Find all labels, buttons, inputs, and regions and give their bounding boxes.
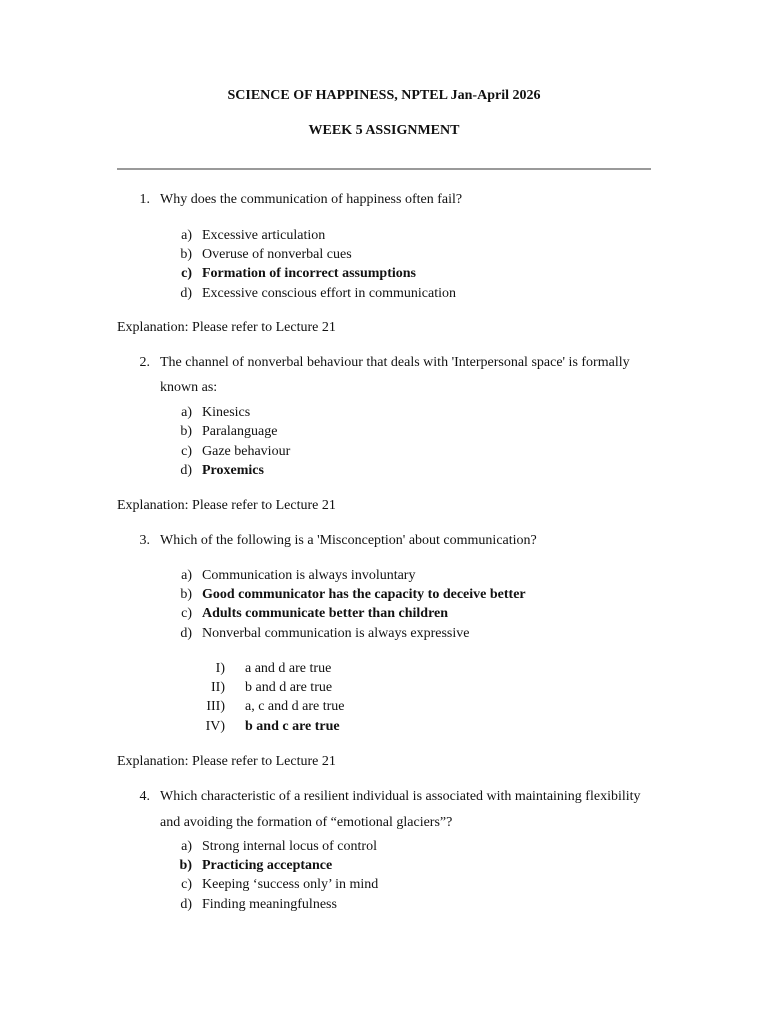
option-label: a) xyxy=(181,568,192,583)
header-divider xyxy=(117,168,651,170)
roman-option-text: b and d are true xyxy=(245,680,333,695)
option-label: a) xyxy=(181,405,192,420)
option-text-correct: Formation of incorrect assumptions xyxy=(202,266,416,281)
option-label-correct: b) xyxy=(179,858,192,873)
question-text: Which of the following is a 'Misconception' about communication? xyxy=(160,533,537,548)
option-label: c) xyxy=(181,877,192,892)
option-label: a) xyxy=(181,228,192,243)
option-text-correct: Good communicator has the capacity to deceive better xyxy=(202,587,526,602)
option-text: Excessive conscious effort in communication xyxy=(202,286,457,301)
question-text-line-2: known as: xyxy=(160,380,218,395)
option-text: Communication is always involuntary xyxy=(202,568,416,583)
option-label: b) xyxy=(180,247,192,262)
option-label: b) xyxy=(180,424,192,439)
option-label: c) xyxy=(181,606,192,621)
document-title: SCIENCE OF HAPPINESS, NPTEL Jan-April 2026 xyxy=(227,88,541,103)
question-number: 3. xyxy=(139,533,150,548)
option-text: Nonverbal communication is always expressive xyxy=(202,626,470,641)
option-label: d) xyxy=(180,286,192,301)
option-label: b) xyxy=(180,587,192,602)
question-text-line-1: Which characteristic of a resilient individual is associated with maintaining flexibility xyxy=(160,789,641,804)
question-number: 2. xyxy=(139,355,150,370)
roman-option-text: a, c and d are true xyxy=(245,699,345,714)
question-text-line-1: The channel of nonverbal behaviour that deals with 'Interpersonal space' is formally xyxy=(160,355,630,370)
option-text-correct: Practicing acceptance xyxy=(202,858,333,873)
explanation-text: Explanation: Please refer to Lecture 21 xyxy=(117,754,336,769)
option-label-correct: c) xyxy=(181,266,192,281)
option-label: a) xyxy=(181,839,192,854)
question-text-line-2: and avoiding the formation of “emotional glaciers”? xyxy=(160,815,453,830)
option-text-correct: Adults communicate better than children xyxy=(202,606,449,621)
explanation-text: Explanation: Please refer to Lecture 21 xyxy=(117,498,336,513)
roman-option-label: IV) xyxy=(205,719,225,734)
option-text: Paralanguage xyxy=(202,424,278,439)
option-text: Keeping ‘success only’ in mind xyxy=(202,877,379,892)
roman-option-text: a and d are true xyxy=(245,661,332,676)
option-label: c) xyxy=(181,444,192,459)
roman-option-text-correct: b and c are true xyxy=(245,719,340,734)
option-label: d) xyxy=(180,626,192,641)
option-text: Strong internal locus of control xyxy=(202,839,377,854)
option-text: Finding meaningfulness xyxy=(202,897,337,912)
question-number: 1. xyxy=(139,192,150,207)
option-label: d) xyxy=(180,463,192,478)
question-text: Why does the communication of happiness often fail? xyxy=(160,192,463,207)
explanation-text: Explanation: Please refer to Lecture 21 xyxy=(117,320,336,335)
roman-option-label: III) xyxy=(206,699,225,714)
option-text: Kinesics xyxy=(202,405,251,420)
assignment-subtitle: WEEK 5 ASSIGNMENT xyxy=(308,123,460,138)
option-text: Gaze behaviour xyxy=(202,444,291,459)
option-label: d) xyxy=(180,897,192,912)
option-text-correct: Proxemics xyxy=(202,463,264,478)
question-number: 4. xyxy=(139,789,150,804)
option-text: Overuse of nonverbal cues xyxy=(202,247,352,262)
roman-option-label: II) xyxy=(211,680,225,695)
option-text: Excessive articulation xyxy=(202,228,326,243)
roman-option-label: I) xyxy=(215,661,225,676)
